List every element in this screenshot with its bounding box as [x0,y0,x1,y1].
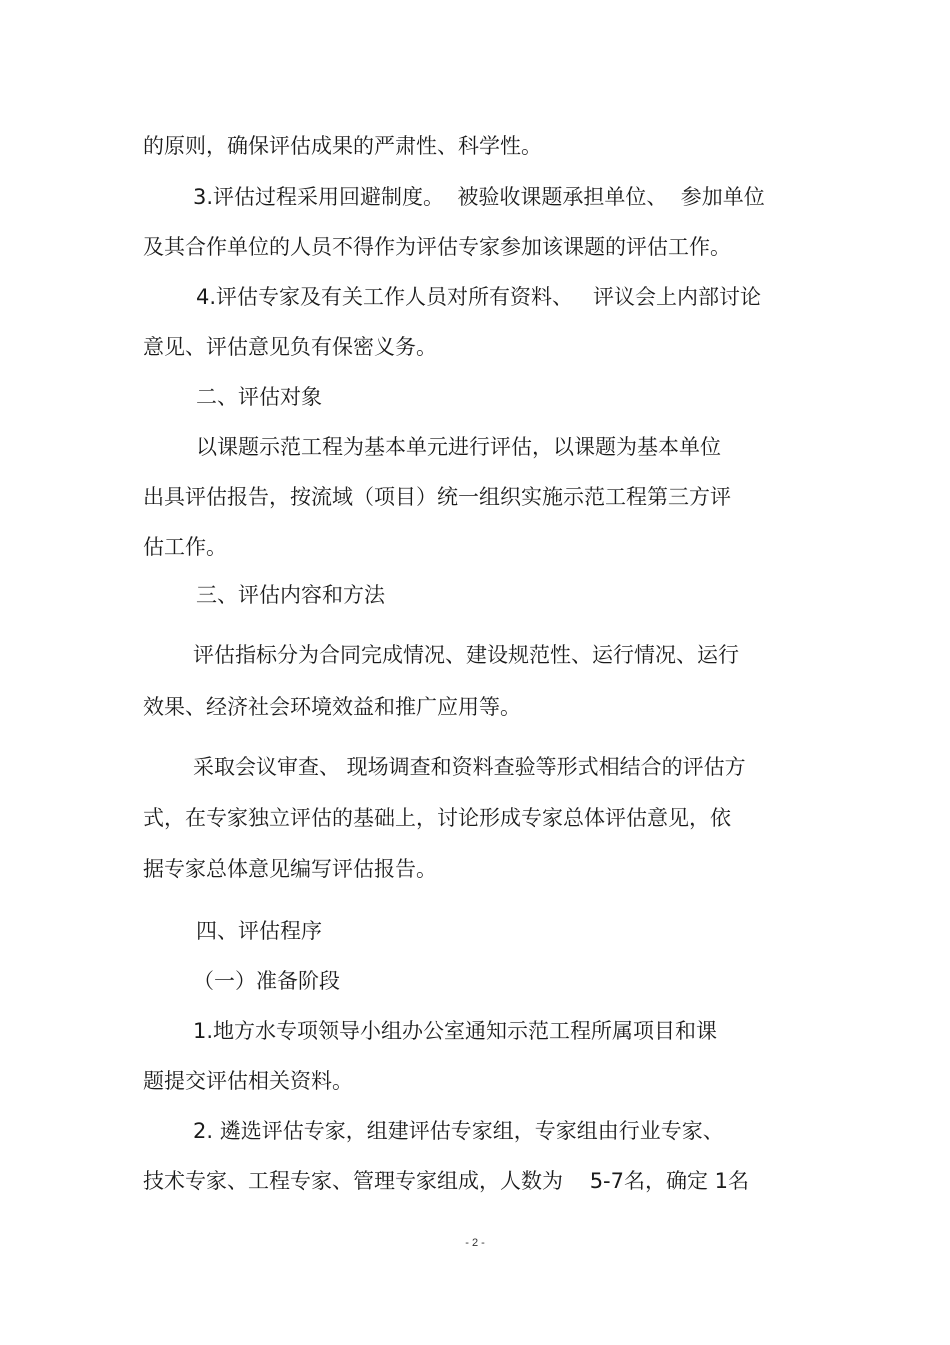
text-line: 的原则，确保评估成果的严肃性、科学性。 [143,134,542,158]
section-heading: 二、评估对象 [196,385,322,409]
text-line: 3.评估过程采用回避制度。 被验收课题承担单位、 参加单位 [193,185,765,209]
text-line: 估工作。 [143,535,227,559]
page-number: - 2 - [465,1237,485,1249]
text-line: 采取会议审查、 现场调查和资料查验等形式相结合的评估方 [193,755,746,779]
text-line: 题提交评估相关资料。 [143,1069,353,1093]
text-line: 以课题示范工程为基本单元进行评估，以课题为基本单位 [196,435,721,459]
text-line: 技术专家、工程专家、管理专家组成，人数为 5-7名，确定 1名 [143,1169,750,1193]
text-line: 2. 遴选评估专家，组建评估专家组，专家组由行业专家、 [193,1119,724,1143]
text-line: 效果、经济社会环境效益和推广应用等。 [143,695,521,719]
section-heading: 三、评估内容和方法 [196,583,385,607]
text-line: 意见、评估意见负有保密义务。 [143,335,437,359]
text-line: 4.评估专家及有关工作人员对所有资料、 评议会上内部讨论 [196,285,762,309]
text-line: 式，在专家独立评估的基础上，讨论形成专家总体评估意见，依 [143,806,731,830]
section-heading: 四、评估程序 [196,919,322,943]
text-line: 出具评估报告，按流域（项目）统一组织实施示范工程第三方评 [143,485,731,509]
text-line: 据专家总体意见编写评估报告。 [143,857,437,881]
text-line: 1.地方水专项领导小组办公室通知示范工程所属项目和课 [193,1019,718,1043]
text-line: 评估指标分为合同完成情况、建设规范性、运行情况、运行 [193,643,739,667]
subsection-heading: （一）准备阶段 [193,969,340,993]
text-line: 及其合作单位的人员不得作为评估专家参加该课题的评估工作。 [143,235,731,259]
